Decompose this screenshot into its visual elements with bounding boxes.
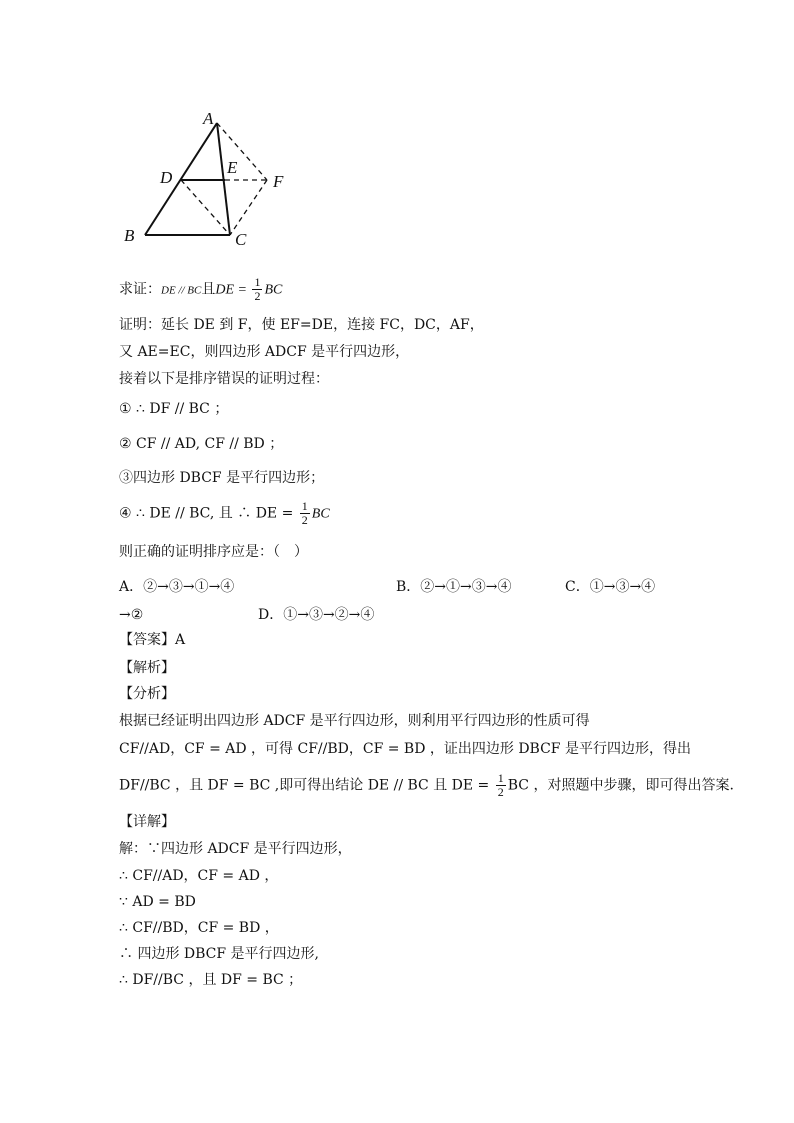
step-4-frac-den: 2 bbox=[301, 513, 308, 527]
label-c: C bbox=[235, 230, 247, 249]
fenxi-frac-den: 2 bbox=[497, 785, 504, 799]
fenxi-line-3-text: DF//BC ，且 DF = BC ,即可得出结论 DE // BC 且 DE = bbox=[119, 777, 494, 794]
prove-frac-num: 1 bbox=[254, 275, 261, 289]
detail-line-4: ∴ CF//BD，CF = BD ， bbox=[119, 920, 279, 936]
step-4-text: ④ ∴ DE // BC, 且 ∴ DE = bbox=[119, 505, 298, 522]
question-text: 则正确的证明排序应是：（ ） bbox=[119, 544, 308, 560]
option-a: A．②→③→①→④ bbox=[119, 579, 235, 595]
label-a: A bbox=[203, 109, 214, 128]
step-2: ② CF // AD, CF // BD ； bbox=[119, 436, 284, 452]
fenxi-line-2: CF//AD，CF = AD ，可得 CF//BD，CF = BD ，证出四边形 DBCF 是平行四边形，得出 bbox=[119, 741, 691, 757]
detail-line-1: 解：∵四边形 ADCF 是平行四边形， bbox=[119, 841, 352, 857]
fenxi-line-1: 根据已经证明出四边形 ADCF 是平行四边形，则利用平行四边形的性质可得 bbox=[119, 713, 590, 729]
proof-intro-2: 又 AE=EC，则四边形 ADCF 是平行四边形， bbox=[119, 344, 410, 360]
proof-intro-3: 接着以下是排序错误的证明过程： bbox=[119, 371, 329, 387]
solid-lines bbox=[145, 123, 230, 235]
segment-af bbox=[217, 123, 267, 180]
proof-intro-1: 证明：延长 DE 到 F，使 EF=DE，连接 FC，DC，AF， bbox=[119, 317, 484, 333]
step-1: ① ∴ DF // BC ； bbox=[119, 401, 229, 417]
prove-rhs: BC bbox=[264, 282, 283, 298]
label-d: D bbox=[160, 168, 173, 187]
step-4-fraction bbox=[300, 500, 310, 527]
step-4 bbox=[119, 500, 330, 527]
fenxi-title: 【分析】 bbox=[119, 686, 175, 702]
detail-title: 【详解】 bbox=[119, 814, 175, 830]
answer-line: 【答案】A bbox=[119, 632, 186, 648]
fenxi-line-3 bbox=[119, 772, 734, 799]
detail-line-5: ∴ 四边形 DBCF 是平行四边形, bbox=[119, 946, 319, 962]
prove-label: 求证： bbox=[119, 281, 161, 298]
geometry-figure bbox=[115, 105, 305, 255]
prove-parallel: DE // BC bbox=[161, 284, 202, 297]
label-e: E bbox=[227, 158, 238, 177]
label-b: B bbox=[124, 226, 135, 245]
option-c-continued: →② bbox=[119, 607, 144, 623]
prove-frac-den: 2 bbox=[254, 289, 261, 303]
option-c: C．①→③→④ bbox=[565, 579, 656, 595]
step-4-rhs: BC bbox=[311, 506, 330, 522]
fenxi-frac-num: 1 bbox=[497, 771, 504, 785]
prove-lhs: DE = bbox=[215, 282, 251, 298]
segment-dc bbox=[181, 180, 230, 235]
detail-line-6: ∴ DF//BC ，且 DF = BC ； bbox=[119, 972, 303, 988]
step-3: ③四边形 DBCF 是平行四边形； bbox=[119, 470, 325, 486]
label-f: F bbox=[273, 172, 284, 191]
fenxi-fraction bbox=[496, 772, 506, 799]
prove-and: 且 bbox=[201, 281, 216, 298]
fenxi-line-3-tail: BC ，对照题中步骤，即可得出答案. bbox=[507, 777, 734, 794]
detail-line-2: ∴ CF//AD，CF = AD ， bbox=[119, 868, 279, 884]
segment-fc bbox=[230, 180, 267, 235]
prove-line bbox=[119, 276, 282, 303]
analysis-title: 【解析】 bbox=[119, 660, 175, 676]
option-d: D．①→③→②→④ bbox=[258, 607, 375, 623]
prove-fraction bbox=[252, 276, 262, 303]
step-4-frac-num: 1 bbox=[301, 499, 308, 513]
option-b: B．②→①→③→④ bbox=[396, 579, 512, 595]
detail-line-3: ∵ AD = BD bbox=[119, 894, 196, 910]
